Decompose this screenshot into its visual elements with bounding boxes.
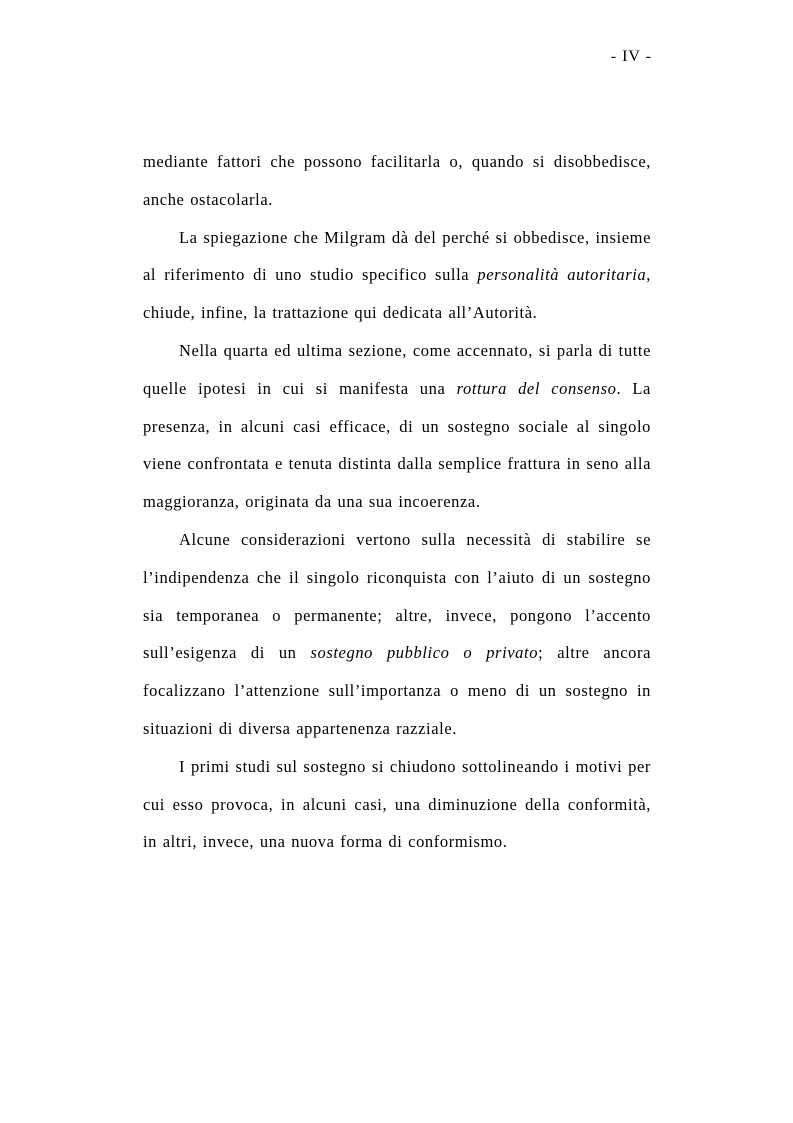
paragraph-5: [143, 748, 651, 861]
paragraph-2-text-b: , chiude, infine, la trattazione qui dedicata all’Autorità.: [143, 265, 651, 323]
paragraph-1-text: mediante fattori che possono facilitarla o, quando si disobbedisce, anche ostacolarla.: [143, 152, 651, 209]
paragraph-4-text-a: Alcune considerazioni vertono sulla necessità di stabilire se l’indipendenza che il singolo riconquista con l’aiuto di un sostegno sia temporanea o permanente; altre, invece, pongono l’accento sull’esigenza di un: [143, 529, 651, 663]
paragraph-3: [143, 332, 651, 521]
page-number: - IV -: [610, 48, 652, 65]
paragraph-2: [143, 219, 651, 332]
paragraph-4-italic-term: sostegno pubblico o privato: [310, 643, 539, 663]
paragraph-4: [143, 521, 651, 748]
paragraph-2-italic-term: personalità autoritaria: [477, 265, 647, 285]
paragraph-2-text-a: La spiegazione che Milgram dà del perché si obbedisce, insieme al riferimento di uno studio specifico sulla: [143, 227, 651, 285]
paragraph-3-text-b: . La presenza, in alcuni casi efficace, di un sostegno sociale al singolo viene confrontata e tenuta distinta dalla semplice frattura in seno alla maggioranza, originata da una sua incoerenza.: [143, 378, 651, 512]
paragraph-1: [143, 143, 651, 219]
paragraph-3-italic-term: rottura del consenso: [456, 378, 617, 398]
paragraph-4-text-b: ; altre ancora focalizzano l’attenzione sull’importanza o meno di un sostegno in situazioni di diversa appartenenza razziale.: [143, 643, 652, 738]
paragraph-3-text-a: Nella quarta ed ultima sezione, come accennato, si parla di tutte quelle ipotesi in cui si manifesta una: [143, 340, 651, 398]
paragraph-5-text: I primi studi sul sostegno si chiudono sottolineando i motivi per cui esso provoca, in alcuni casi, una diminuzione della conformità, in altri, invece, una nuova forma di conformismo.: [143, 756, 651, 852]
body-text: [143, 143, 651, 861]
